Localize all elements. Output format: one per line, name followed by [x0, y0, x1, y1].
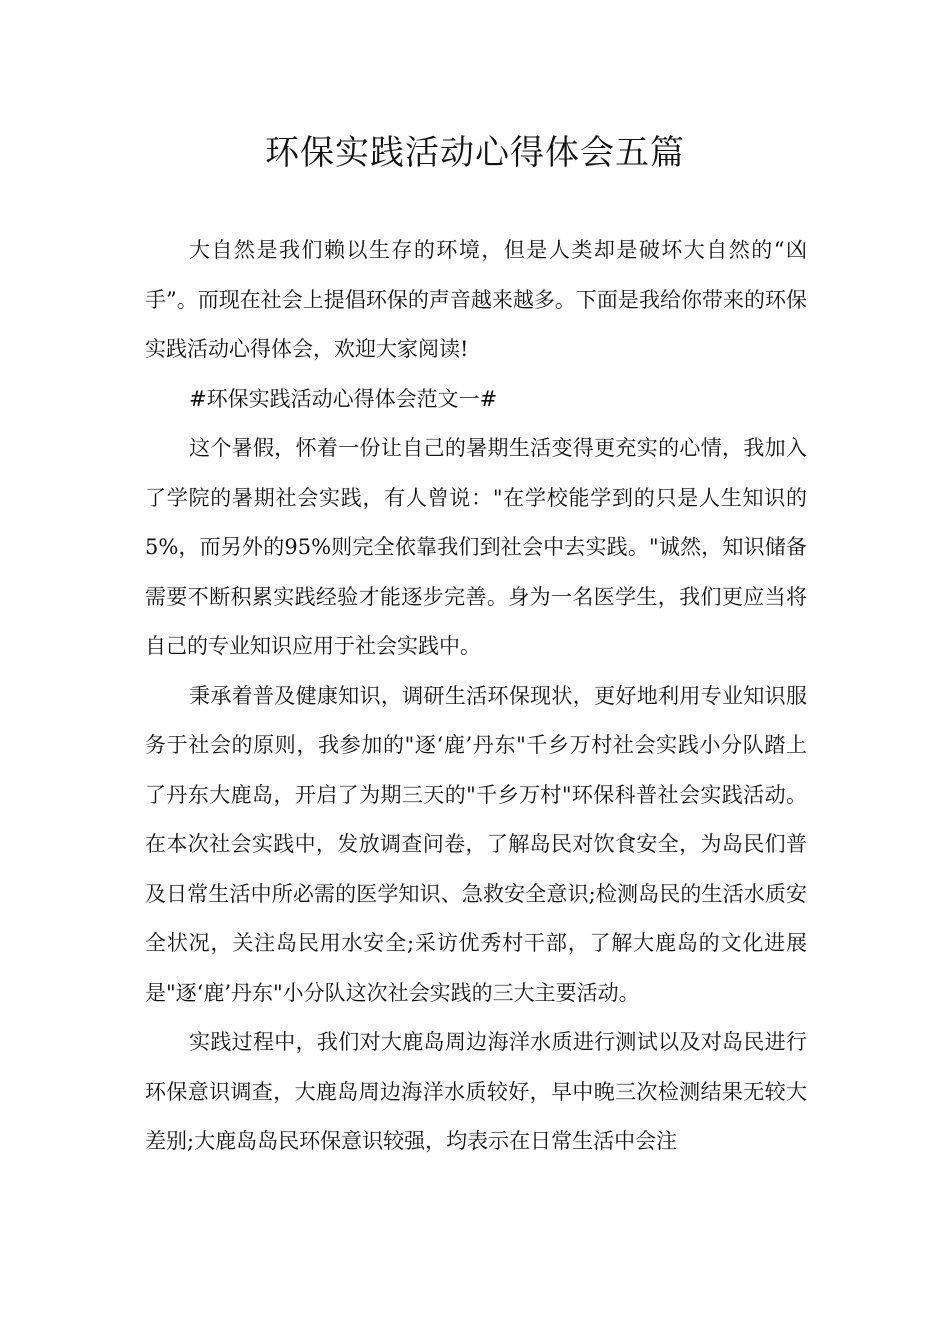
- document-title: 环保实践活动心得体会五篇: [265, 133, 685, 173]
- body-paragraph-2: 秉承着普及健康知识，调研生活环保现状，更好地利用专业知识服务于社会的原则，我参加的"逐‘鹿’丹东"千乡万村社会实践小分队踏上了丹东大鹿岛，开启了为期三天的"千乡万村"环保科普社会实践活动。在本次社会实践中，发放调查问卷，了解岛民对饮食安全，为岛民们普及日常生活中所必需的医学知识、急救安全意识;检测岛民的生活水质安全状况，关注岛民用水安全;采访优秀村干部，了解大鹿岛的文化进展是"逐‘鹿’丹东"小分队这次社会实践的三大主要活动。: [145, 683, 807, 1005]
- section-heading: #环保实践活动心得体会范文一#: [189, 386, 498, 411]
- body-paragraph-3: 实践过程中，我们对大鹿岛周边海洋水质进行测试以及对岛民进行环保意识调查，大鹿岛周边海洋水质较好，早中晚三次检测结果无较大差别;大鹿岛岛民环保意识较强，均表示在日常生活中会注: [145, 1030, 807, 1153]
- body-paragraph-1: 这个暑假，怀着一份让自己的暑期生活变得更充实的心情，我加入了学院的暑期社会实践，有人曾说："在学校能学到的只是人生知识的5%，而另外的95%则完全依靠我们到社会中去实践。"诚然，知识储备需要不断积累实践经验才能逐步完善。身为一名医学生，我们更应当将自己的专业知识应用于社会实践中。: [145, 436, 807, 658]
- document-body: [145, 226, 807, 1167]
- intro-paragraph: 大自然是我们赖以生存的环境，但是人类却是破坏大自然的“凶手”。而现在社会上提倡环保的声音越来越多。下面是我给你带来的环保实践活动心得体会，欢迎大家阅读!: [145, 238, 807, 361]
